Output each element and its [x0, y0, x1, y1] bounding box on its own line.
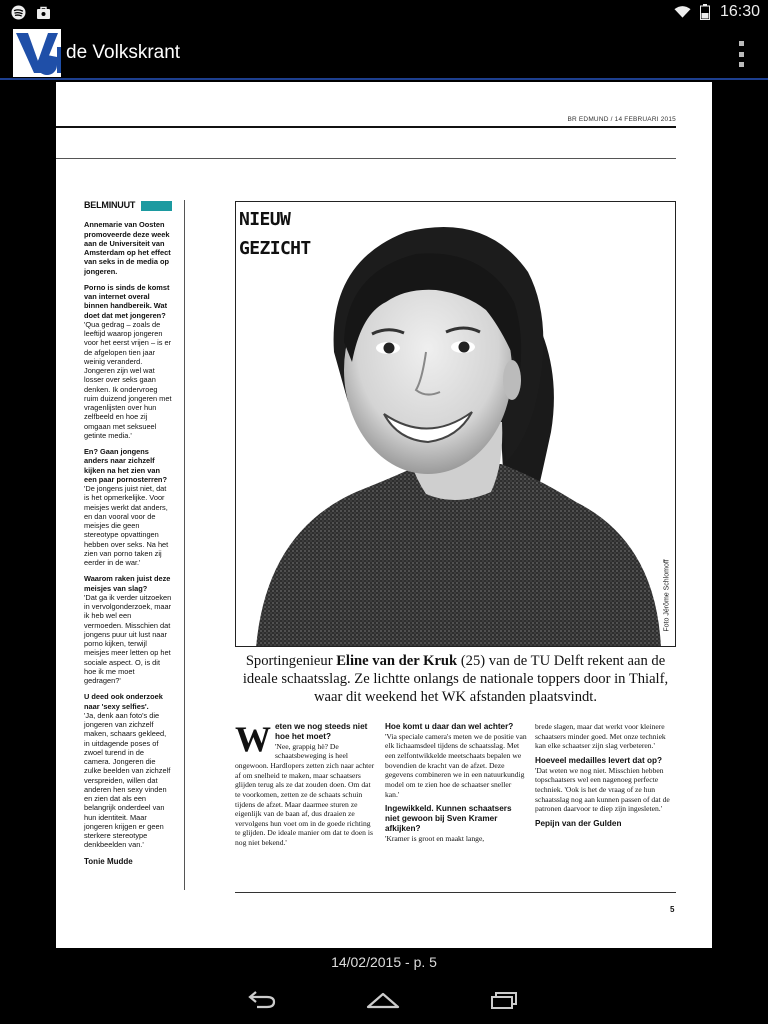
article-column [235, 719, 377, 853]
article-question: eten we nog steeds niet hoe het moet? [275, 722, 368, 741]
sidebar-intro: Annemarie van Oosten promoveerde deze week aan de Universiteit van Amsterdam op het effect van seks in de media op jongeren. [84, 220, 171, 276]
page-dateline: BR EDMUND / 14 FEBRUARI 2015 [567, 116, 676, 123]
clock: 16:30 [719, 3, 760, 20]
article-body [235, 719, 676, 894]
sidebar-answer: 'Ja, denk aan foto's die jongeren van zichzelf maken, schaars gekleed, in uitdagende poses of zwoel turend in de camera. Jongeren die zulke beelden van zichzelf verspreiden, willen dat anderen hen sexy vinden en zien dat als een belangrijk onderdeel van hun identiteit. Maar jongeren krijgen er geen sterkere stereotype denkbeelden van.' [84, 710, 171, 850]
dropcap: W [235, 719, 271, 759]
bag-icon [35, 4, 52, 21]
back-button[interactable] [242, 986, 282, 1014]
column-divider [184, 200, 185, 890]
photo-kicker [239, 205, 311, 263]
intro-name: Eline van der Kruk [336, 653, 458, 669]
sidebar-label: BELMINUUT [84, 200, 136, 210]
portrait-photo [235, 201, 676, 647]
page-header [56, 112, 676, 158]
article-question: Hoeveel medailles levert dat op? [535, 755, 662, 765]
sidebar-answer: 'De jongens juist niet, dat is het opmerkelijke. Voor meisjes werkt dat anders, en dan vooral voor de meisjes die geen stereotype opvattingen hebben over seks. Na het zien van porno taken zij eerder in de war.' [84, 484, 169, 567]
article-answer: 'Dat weten we nog niet. Misschien hebben topschaatsers wel een nagenoeg perfecte techniek. 'Ook is het de vraag of ze hun schaatsslag nog aan kunnen passen of dat de patronen daarvoor te diep zijn ingesleten.' [535, 765, 670, 814]
article-question: Ingewikkeld. Kunnen schaatsers niet gewoon bij Sven Kramer afkijken? [385, 804, 512, 834]
sidebar-heading [84, 200, 172, 211]
sidebar-question: U deed ook onderzoek naar 'sexy selfies'. [84, 692, 163, 711]
menu-dot-icon [739, 62, 744, 67]
page-number: 5 [670, 905, 675, 914]
menu-dot-icon [739, 41, 744, 46]
action-bar [0, 26, 768, 80]
sidebar-answer: 'Dat ga ik verder uitzoeken in vervolgonderzoek, maar ik heb wel een vermoeden. Misschien dat jongens puur uit lust naar porno kijken, terwijl meisjes meer letten op het sociale aspect. O, is dit hoe ik me moet gedragen?' [84, 592, 172, 685]
sidebar-column [84, 200, 172, 867]
intro-text: Sportingenieur [245, 653, 337, 669]
article-answer: 'Via speciale camera's meten we de positie van elk lichaamsdeel tijdens de schaatsslag. Met een zelfontwikkelde meetschaats bepalen we bovendien de kracht van de afzet. Deze gegevens combineren we in een natuurkundig model om te zien hoe de schaatser sneller kan.' [385, 731, 527, 799]
spotify-icon [10, 4, 27, 21]
header-rule [56, 126, 676, 128]
portrait-illustration [236, 202, 676, 647]
sidebar-qa [84, 692, 172, 849]
kicker-line: NIEUW [239, 209, 291, 230]
sidebar-qa [84, 283, 172, 440]
battery-icon [697, 4, 714, 21]
article-column [535, 722, 677, 829]
article-column [385, 722, 527, 849]
article-question: Hoe komt u daar dan wel achter? [385, 722, 514, 731]
article-answer: 'Kramer is groot en maakt lange, [385, 833, 485, 843]
wifi-icon [674, 4, 691, 21]
article-author: Pepijn van der Gulden [535, 818, 622, 828]
newspaper-page[interactable] [56, 82, 712, 948]
recents-button[interactable] [484, 986, 524, 1014]
sidebar-answer: 'Qua gedrag – zoals de leeftijd waarop jongeren voor het eerst vrijen – is er de afgelopen tien jaar weinig veranderd. Jongeren zijn wel wat losser over seks gaan denken. Ik ondervroeg ruim duizend jongeren met vragenlijsten over hun zelfbeeld en hoe zij omgaan met seksueel getinte media.' [84, 319, 172, 440]
header-rule-thin [56, 158, 676, 159]
sidebar-qa [84, 574, 172, 685]
home-button[interactable] [363, 986, 403, 1014]
overflow-menu-button[interactable] [736, 41, 746, 67]
page-indicator: 14/02/2015 - p. 5 [331, 954, 437, 970]
sidebar-question: En? Gaan jongens anders naar zichzelf kijken na het zien van een paar pornosterren? [84, 447, 167, 484]
sidebar-question: Porno is sinds de komst van internet overal binnen handbereik. Wat doet dat met jongeren? [84, 282, 170, 320]
article-intro [235, 652, 676, 706]
app-title: de Volkskrant [66, 42, 181, 63]
sidebar-author: Tonie Mudde [84, 856, 133, 866]
back-icon [247, 991, 277, 1009]
sidebar-question: Waarom raken juist deze meisjes van slag? [84, 574, 171, 593]
home-icon [366, 991, 400, 1009]
intro-text: (25) van de TU Delft rekent aan de ideale schaatsslag. Ze lichtte onlangs de nationale toppers door in Thialf, waar dit weekend het WK afstanden plaatsvindt. [242, 653, 669, 705]
volkskrant-logo[interactable] [13, 29, 61, 77]
navigation-bar [0, 976, 768, 1024]
photo-credit: Foto Jérôme Schlomoff [663, 559, 671, 632]
article-bottom-rule [235, 892, 676, 893]
sidebar-qa [84, 447, 172, 567]
recents-icon [489, 991, 519, 1009]
menu-dot-icon [739, 52, 744, 57]
sidebar-accent-bar [141, 201, 172, 211]
kicker-line: GEZICHT [239, 238, 311, 259]
article-answer: 'Nee, grappig hè? De schaatsbeweging is heel ongewoon. Hardlopers zetten zich naar achter af om snelheid te maken, maar schaatsers glijden terug als ze dat zouden doen. Om dat te voorkomen, zetten ze de schaats schuin tijdens de afzet. Maar daarmee sturen ze eigenlijk van de baan af, dus draaien ze vervolgens hun voet om in de goede richting te glijden. De ideale manier om dat te doen is nog niet bekend.' [235, 741, 375, 848]
article-answer: brede slagen, maar dat werkt voor kleinere schaatsers minder goed. Met onze techniek kan elke schaatser zijn slag verbeteren.' [535, 722, 666, 751]
status-bar [0, 0, 768, 26]
